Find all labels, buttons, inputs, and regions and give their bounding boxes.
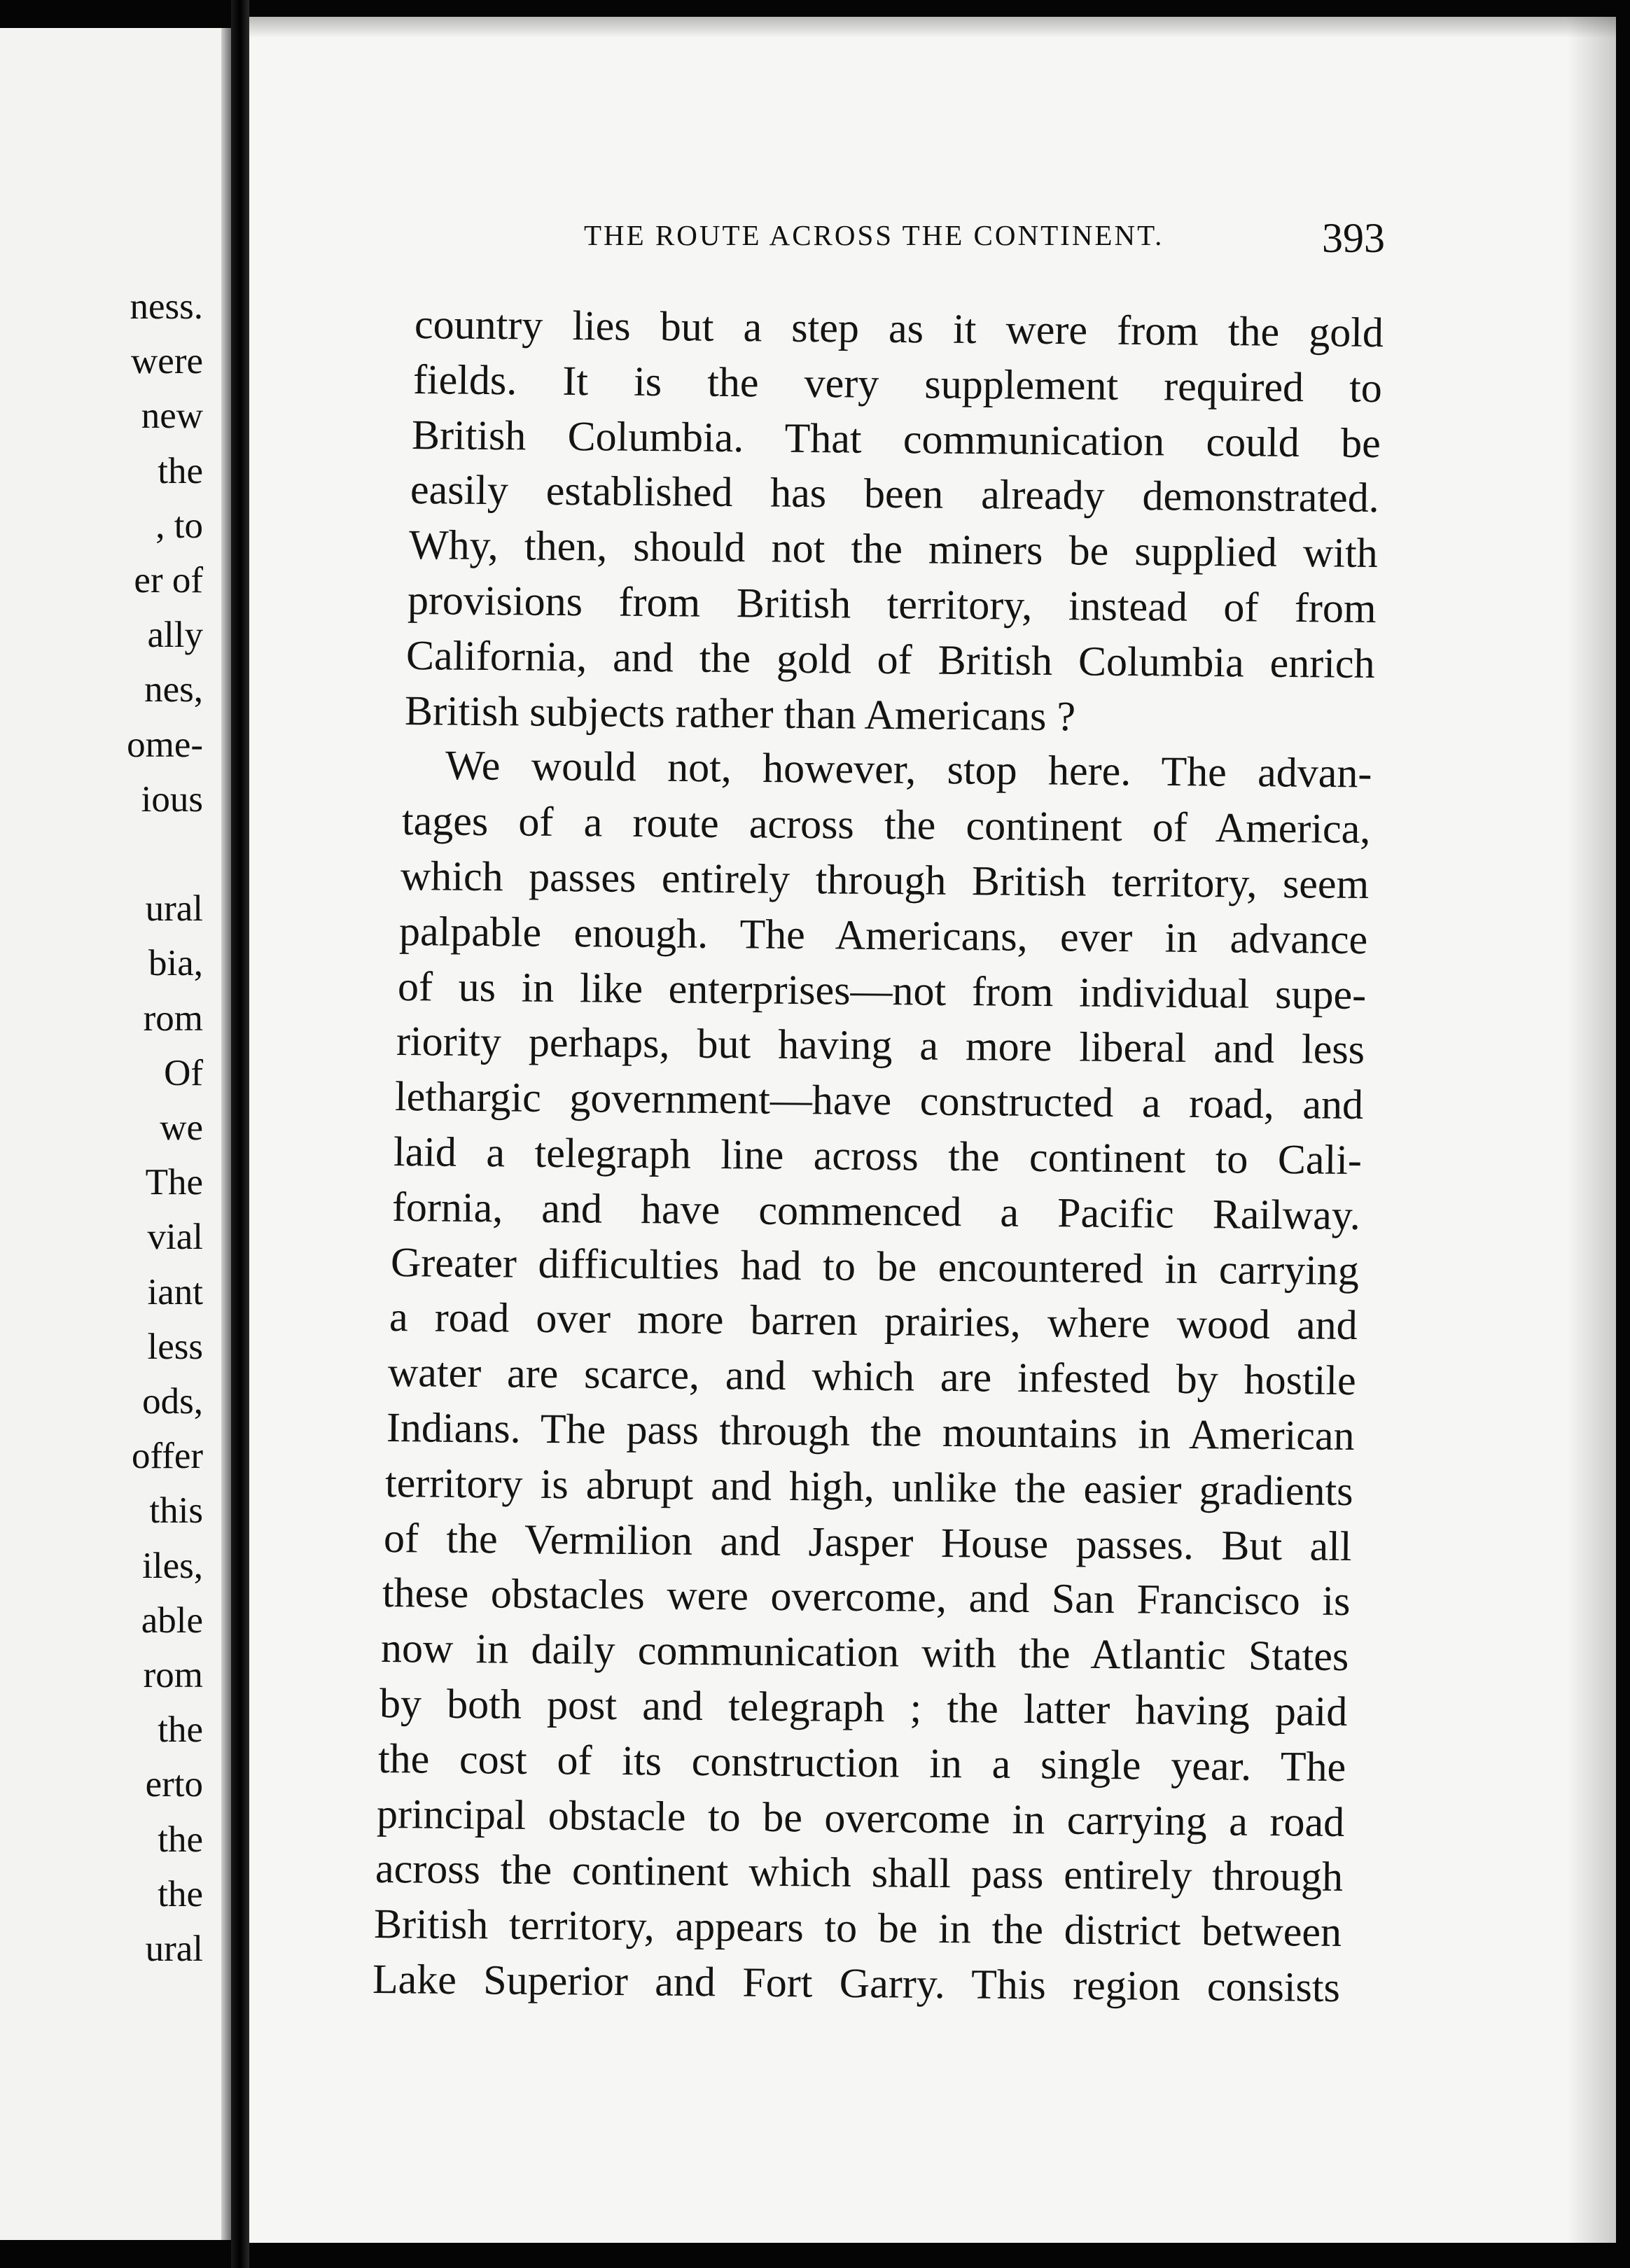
body-line: across the continent which shall pass entirely through [375, 1845, 1344, 1900]
left-page-line: ural [145, 888, 203, 930]
body-line: tages of a route across the continent of America, [401, 797, 1371, 853]
body-line: fornia, and have commenced a Pacific Railway. [391, 1183, 1361, 1238]
body-line: of us in like enterprises—not from individual supe- [397, 962, 1367, 1018]
running-head: THE ROUTE ACROSS THE CONTINENT. [584, 219, 1164, 251]
left-page-line: rom [143, 1655, 203, 1695]
left-page-line: ious [141, 778, 203, 820]
body-line: palpable enough. The Americans, ever in advance [398, 907, 1368, 962]
body-line: Greater difficulties had to be encountered in carrying [390, 1238, 1360, 1294]
left-page-line: The [145, 1162, 203, 1203]
left-page-line: nes, [144, 669, 203, 710]
left-page-line: ods, [142, 1381, 203, 1422]
left-page-line: rom [143, 997, 203, 1039]
left-page-line: vial [147, 1217, 203, 1258]
body-line: these obstacles were overcome, and San Francisco is [382, 1569, 1351, 1625]
body-line: a road over more barren prairies, where wood and [389, 1294, 1358, 1349]
previous-page-fragment [0, 28, 231, 2240]
left-page-line: the [158, 450, 203, 491]
left-page-line: ural [145, 1928, 203, 1969]
left-page-line: were [131, 341, 203, 382]
left-page-line: erto [145, 1764, 203, 1805]
left-page-line: iles, [142, 1545, 203, 1586]
left-page-line: the [158, 1873, 203, 1914]
body-line: water are scarce, and which are infested by hostile [387, 1349, 1356, 1404]
left-page-line: offer [131, 1436, 203, 1477]
left-page-line: able [141, 1600, 203, 1641]
body-line: lethargic government—have constructed a road, and [394, 1073, 1364, 1128]
left-page-line: we [160, 1107, 203, 1148]
left-page-line: ome- [127, 724, 203, 765]
body-line: laid a telegraph line across the continent to Cali- [393, 1128, 1363, 1184]
body-line: British Columbia. That communication could be [411, 411, 1381, 466]
body-line: Lake Superior and Fort Garry. This region consists [372, 1956, 1341, 2011]
body-line: California, and the gold of British Columbia enrich [405, 631, 1375, 687]
page-gutter [221, 28, 231, 2240]
body-line: Why, then, should not the miners be supplied with [408, 522, 1378, 577]
body-line: Indians. The pass through the mountains in American [386, 1404, 1355, 1460]
body-line: principal obstacle to be overcome in carrying a road [376, 1790, 1345, 1845]
body-line: country lies but a step as it were from the gold [414, 301, 1384, 356]
body-line: now in daily communication with the Atlantic States [380, 1625, 1349, 1680]
body-line: British subjects rather than Americans ? [404, 687, 1076, 739]
left-page-line: bia, [148, 943, 203, 984]
book-spine [231, 0, 249, 2268]
left-page-line: iant [147, 1271, 203, 1312]
left-page-line: this [149, 1490, 203, 1532]
body-text [249, 17, 1616, 2243]
body-line: which passes entirely through British territory, seem [400, 853, 1370, 908]
book-page [249, 17, 1616, 2243]
body-line: British territory, appears to be in the district between [373, 1900, 1342, 1956]
body-line: riority perhaps, but having a more liberal and less [396, 1018, 1365, 1073]
body-line: of the Vermilion and Jasper House passes. But all [383, 1514, 1352, 1569]
left-page-line: ness. [130, 286, 203, 327]
body-line: We would not, however, stop here. The advan- [445, 742, 1372, 797]
left-page-line: Of [164, 1052, 203, 1093]
left-page-line: ally [147, 615, 203, 656]
body-line: territory is abrupt and high, unlike the easier gradients [384, 1459, 1353, 1514]
left-page-line: less [147, 1326, 203, 1367]
left-page-line: er of [134, 560, 203, 601]
body-line: by both post and telegraph ; the latter having paid [379, 1680, 1348, 1735]
left-page-line: the [158, 1709, 203, 1751]
left-page-line: , to [155, 505, 203, 546]
page-number: 393 [1322, 215, 1385, 261]
body-line: easily established has been already demonstrated. [410, 466, 1380, 522]
body-line: fields. It is the very supplement required to [412, 356, 1383, 411]
left-page-line: new [141, 396, 203, 437]
body-line: the cost of its construction in a single year. The [377, 1735, 1346, 1790]
body-line: provisions from British territory, instead of from [407, 577, 1377, 632]
left-page-line: the [158, 1819, 203, 1860]
